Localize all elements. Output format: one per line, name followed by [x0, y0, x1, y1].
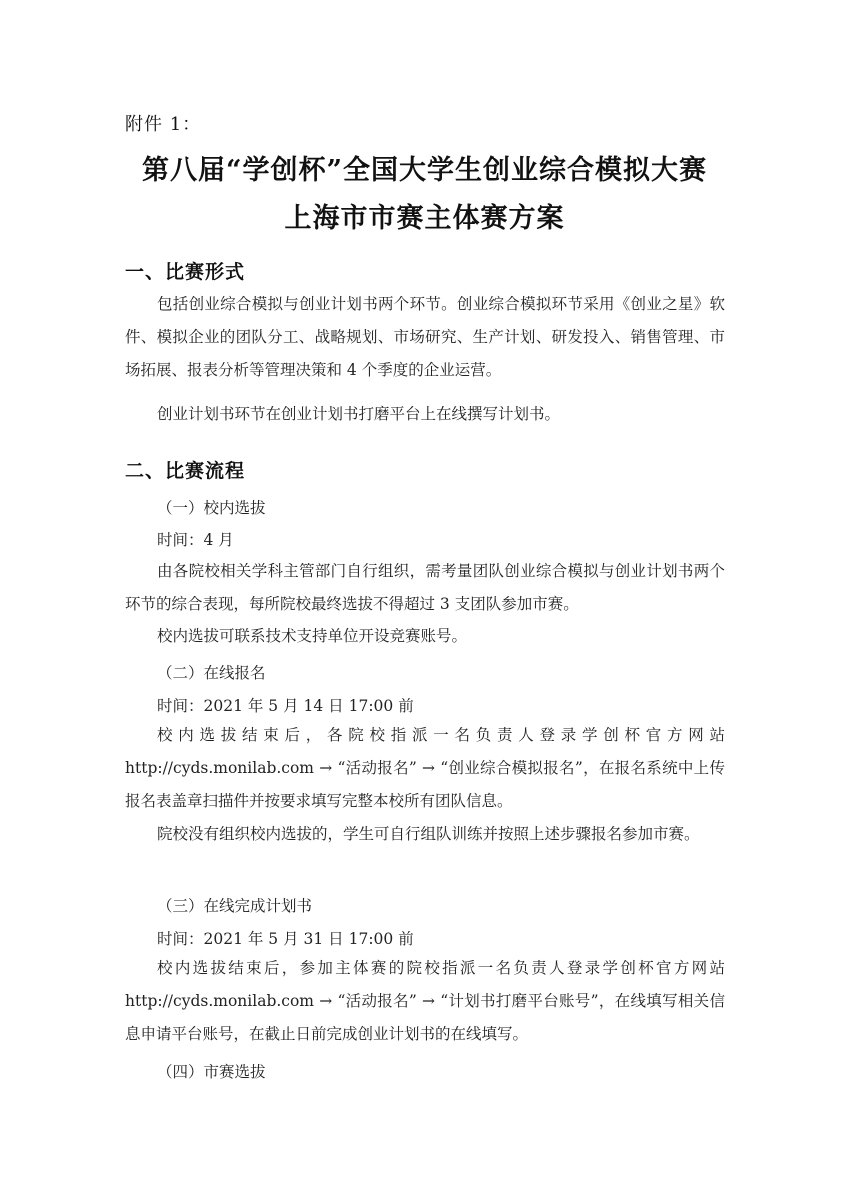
step1-time: 时间：4 月 [157, 531, 234, 549]
section1-heading: 一、比赛形式 [125, 261, 246, 283]
document-title-line2: 上海市市赛主体赛方案 [284, 203, 565, 234]
attachment-label: 附件 1： [125, 114, 202, 135]
step4-title: （四）市赛选拔 [157, 1063, 266, 1081]
step3-title: （三）在线完成计划书 [157, 897, 313, 915]
step3-time: 时间：2021 年 5 月 31 日 17:00 前 [157, 930, 414, 948]
step2-paragraph1: 校内选拔结束后，各院校指派一名负责人登录学创杯官方网站 http://cyds.monilab.com → “活动报名” → “创业综合模拟报名”，在报名系统中上传报名表盖章扫描件并按要求填写完整本校所有团队信息。 [125, 726, 725, 810]
section1-paragraph1: 包括创业综合模拟与创业计划书两个环节。创业综合模拟环节采用《创业之星》软件、模拟企业的团队分工、战略规划、市场研究、生产计划、研发投入、销售管理、市场拓展、报表分析等管理决策和 4 个季度的企业运营。 [125, 295, 725, 379]
step2-title: （二）在线报名 [157, 664, 266, 682]
document-title-line1: 第八届“学创杯”全国大学生创业综合模拟大赛 [141, 155, 708, 186]
step1-paragraph1: 由各院校相关学科主管部门自行组织，需考量团队创业综合模拟与创业计划书两个环节的综合表现，每所院校最终选拔不得超过 3 支团队参加市赛。 [125, 562, 725, 613]
step1-paragraph2: 校内选拔可联系技术支持单位开设竞赛账号。 [157, 627, 468, 645]
step2-time: 时间：2021 年 5 月 14 日 17:00 前 [157, 697, 414, 715]
step2-paragraph2: 院校没有组织校内选拔的，学生可自行组队训练并按照上述步骤报名参加市赛。 [157, 825, 700, 843]
step3-paragraph1: 校内选拔结束后，参加主体赛的院校指派一名负责人登录学创杯官方网站 http://cyds.monilab.com → “活动报名” → “计划书打磨平台账号”，在线填写相关信息申请平台账号，在截止日前完成创业计划书的在线填写。 [125, 959, 725, 1043]
step1-title: （一）校内选拔 [157, 499, 266, 517]
section1-paragraph2: 创业计划书环节在创业计划书打磨平台上在线撰写计划书。 [157, 405, 561, 423]
section2-heading: 二、比赛流程 [125, 460, 246, 482]
